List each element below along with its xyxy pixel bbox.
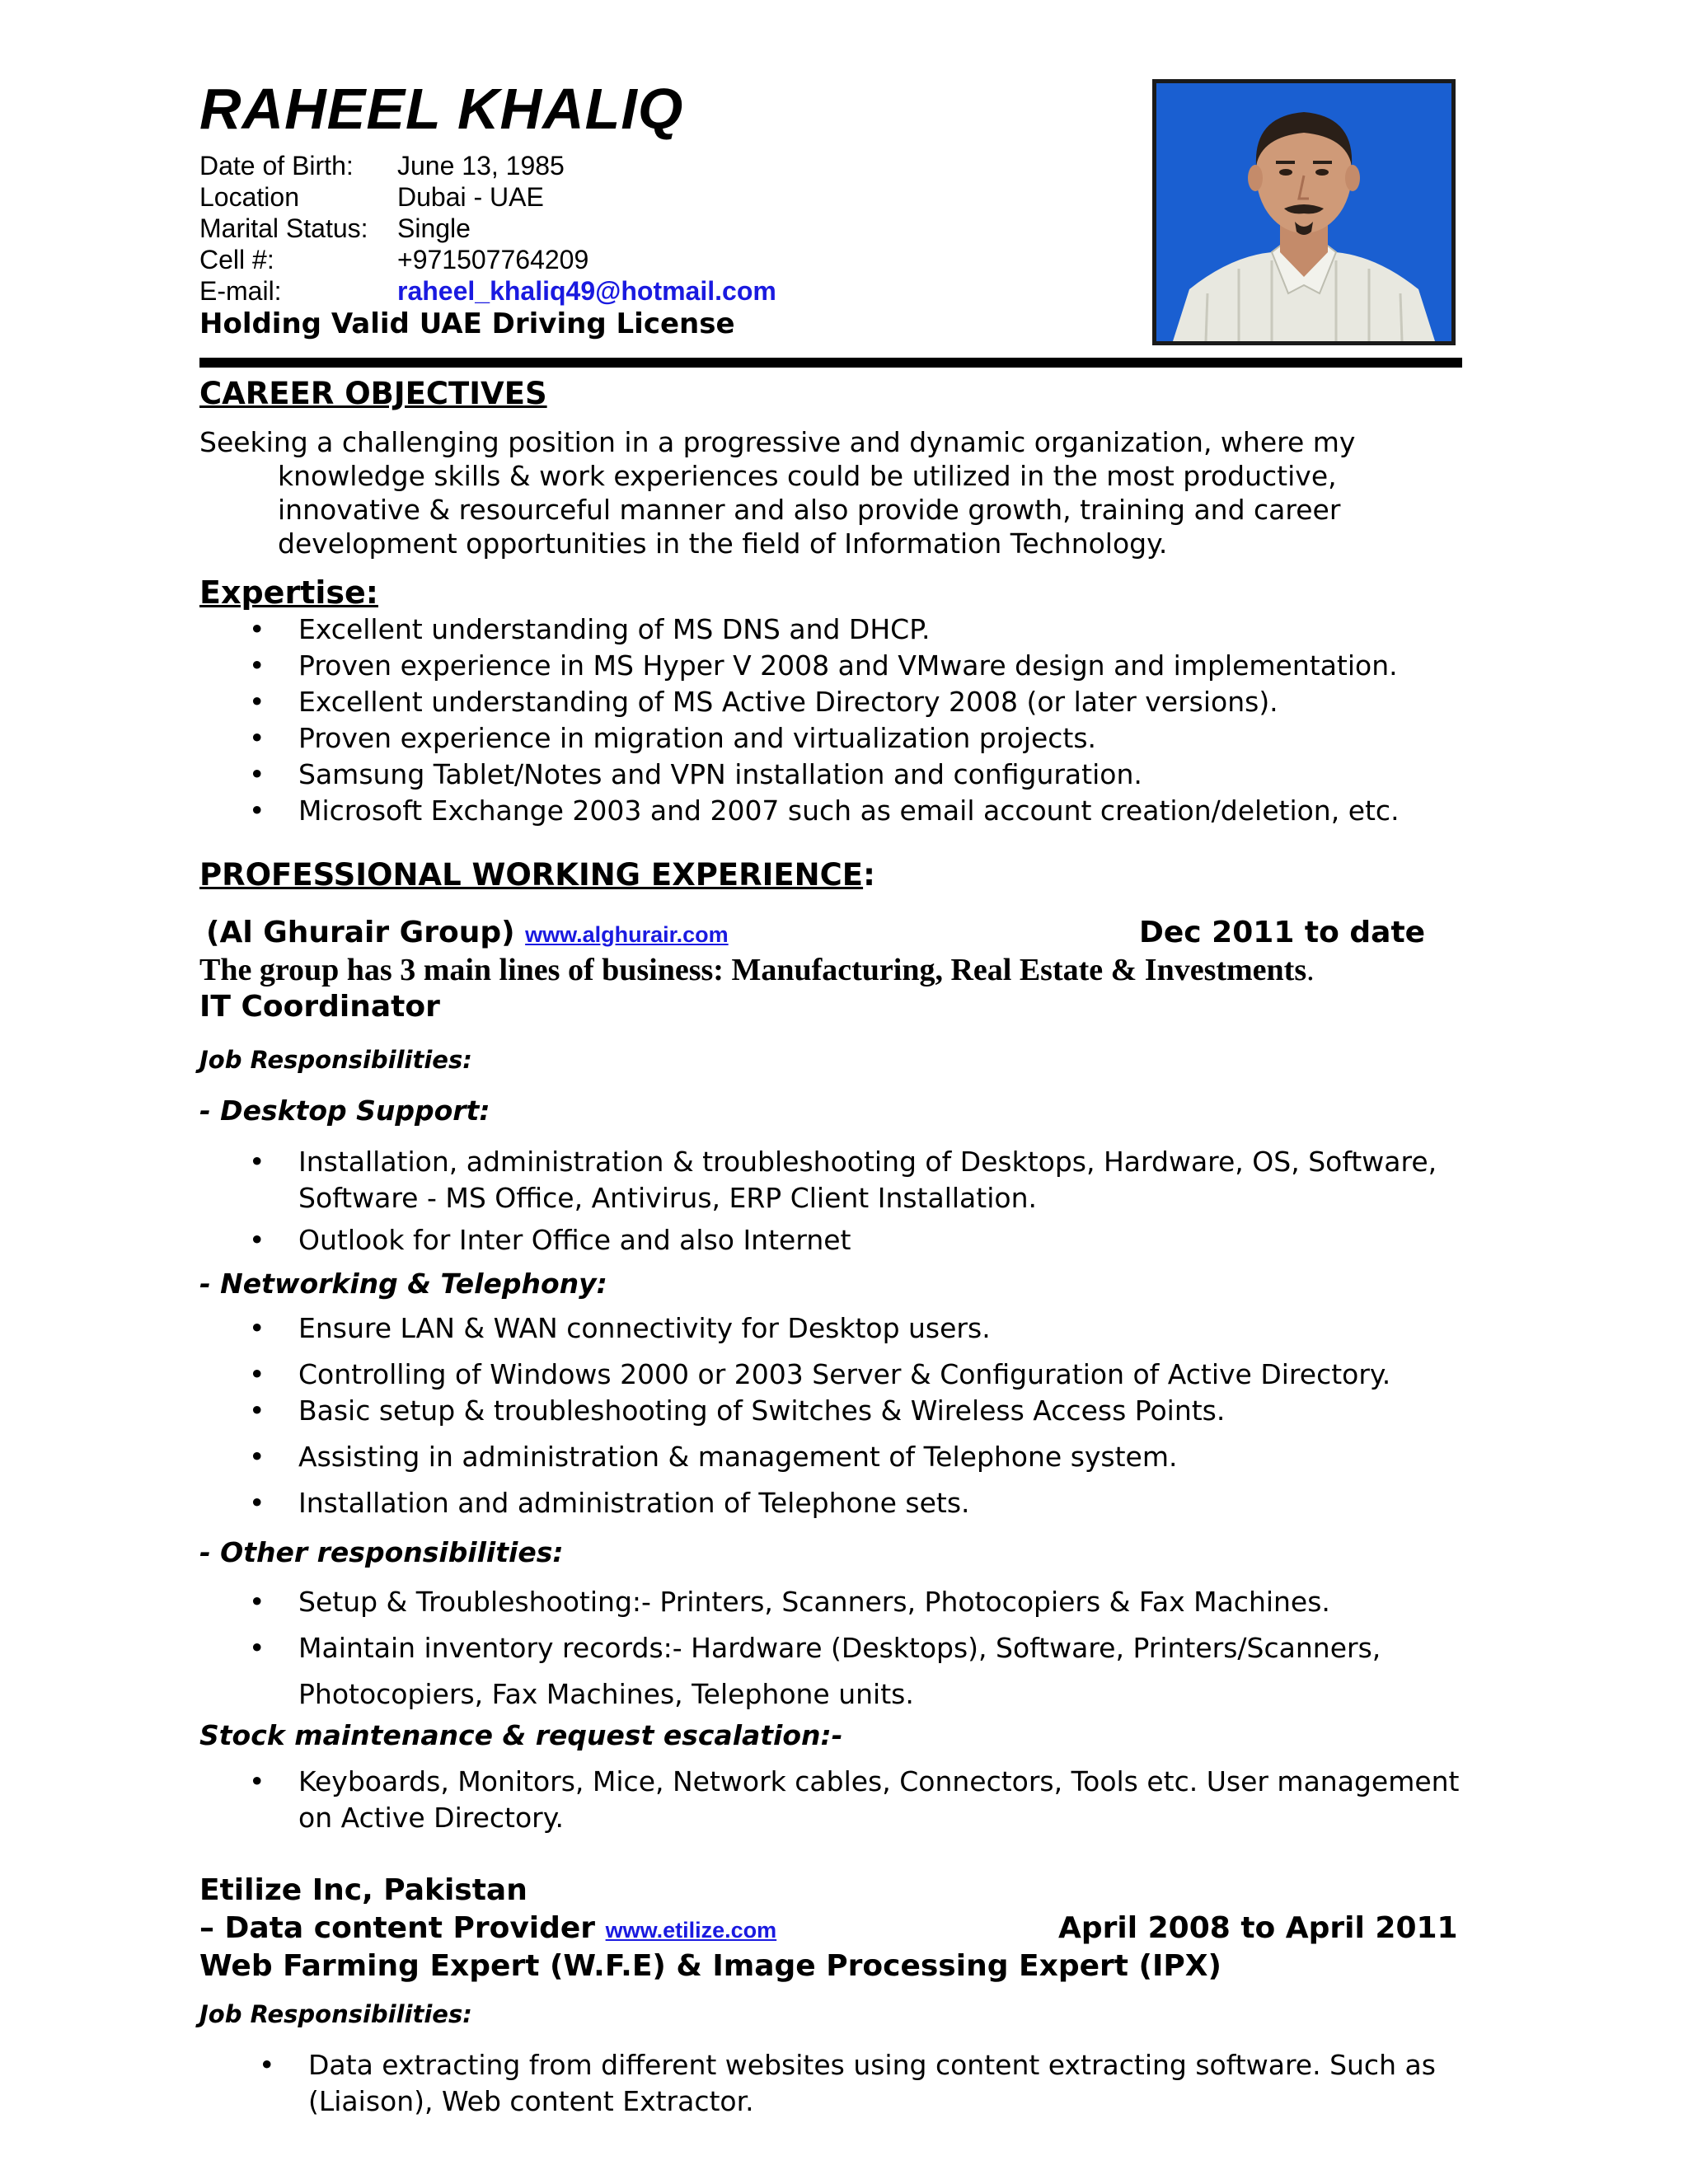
job2-responsibilities-label: Job Responsibilities: xyxy=(199,2000,472,2028)
stock-maintenance-label: Stock maintenance & request escalation:- xyxy=(199,1719,843,1751)
list-item-text: Controlling of Windows 2000 or 2003 Server & Configuration of Active Directory. xyxy=(298,1358,1391,1390)
info-label: Marital Status: xyxy=(199,213,368,243)
bullet-icon: • xyxy=(249,1586,265,1618)
bullet-icon: • xyxy=(249,1146,265,1178)
info-row-cell xyxy=(199,244,588,275)
list-item xyxy=(199,1357,1390,1393)
bullet-icon: • xyxy=(249,1394,265,1427)
job1-description-period: . xyxy=(1306,953,1315,987)
list-item xyxy=(199,793,1400,829)
info-row-location xyxy=(199,181,544,213)
job1-description-text: The group has 3 main lines of business: Manufacturing, Real Estate & Investments xyxy=(199,953,1307,987)
list-item-text: Excellent understanding of MS DNS and DHCP. xyxy=(298,613,931,645)
job2-responsibilities-list xyxy=(209,2047,1436,2120)
list-item-text: Samsung Tablet/Notes and VPN installation and configuration. xyxy=(298,758,1142,790)
desktop-support-list xyxy=(199,1144,1437,1258)
other-responsibilities-list xyxy=(199,1579,1381,1718)
list-item-text-cont: on Active Directory. xyxy=(298,1802,565,1834)
list-item xyxy=(199,1764,1460,1836)
networking-label: - Networking & Telephony: xyxy=(199,1268,607,1300)
list-item xyxy=(199,1222,1437,1258)
list-item xyxy=(209,2047,1436,2120)
list-item xyxy=(199,1485,1390,1521)
job1-company-line xyxy=(206,915,729,953)
list-item-text: Maintain inventory records:- Hardware (Desktops), Software, Printers/Scanners, xyxy=(298,1632,1381,1664)
bullet-icon: • xyxy=(249,794,265,827)
list-item-text: Data extracting from different websites using content extracting software. Such as xyxy=(308,2049,1436,2081)
info-label: Cell #: xyxy=(199,245,274,274)
bullet-icon: • xyxy=(249,758,265,790)
expertise-list xyxy=(199,612,1400,829)
job2-dates: April 2008 to April 2011 xyxy=(1058,1911,1458,1945)
list-item-text: Microsoft Exchange 2003 and 2007 such as email account creation/deletion, etc. xyxy=(298,794,1400,827)
objective-line-4: development opportunities in the field of Information Technology. xyxy=(278,527,1168,560)
list-item-text: Outlook for Inter Office and also Internet xyxy=(298,1224,851,1256)
info-row-marital xyxy=(199,213,471,244)
experience-heading-colon: : xyxy=(863,857,875,893)
info-value: Single xyxy=(397,213,471,243)
expertise-heading: Expertise: xyxy=(199,574,378,611)
email-link[interactable]: raheel_khaliq49@hotmail.com xyxy=(397,276,776,306)
list-item xyxy=(199,720,1400,757)
list-item xyxy=(199,757,1400,793)
job1-title: IT Coordinator xyxy=(199,990,440,1024)
job1-url-link[interactable]: www.alghurair.com xyxy=(525,922,729,947)
objective-line-2: knowledge skills & work experiences could be utilized in the most productive, xyxy=(278,460,1337,492)
bullet-icon: • xyxy=(249,722,265,754)
bullet-icon: • xyxy=(259,2049,275,2081)
bullet-icon: • xyxy=(249,1632,265,1664)
bullet-icon: • xyxy=(249,1441,265,1473)
info-label: Location xyxy=(199,182,299,212)
list-item xyxy=(199,1439,1390,1475)
bullet-icon: • xyxy=(249,1765,265,1797)
info-label: E-mail: xyxy=(199,276,282,306)
list-item-text: Keyboards, Monitors, Mice, Network cables, Connectors, Tools etc. User management xyxy=(298,1765,1460,1797)
list-item xyxy=(199,1579,1381,1625)
list-item xyxy=(199,648,1400,684)
list-item-text: Assisting in administration & management of Telephone system. xyxy=(298,1441,1178,1473)
header-divider xyxy=(199,358,1462,368)
networking-list xyxy=(199,1310,1390,1521)
info-row-email xyxy=(199,275,776,307)
bullet-icon: • xyxy=(249,1312,265,1344)
bullet-icon: • xyxy=(249,1487,265,1519)
objective-line-3: innovative & resourceful manner and also provide growth, training and career xyxy=(278,494,1341,526)
job2-url-link[interactable]: www.etilize.com xyxy=(605,1918,777,1943)
desktop-support-label: - Desktop Support: xyxy=(199,1094,490,1127)
profile-photo xyxy=(1152,79,1456,345)
objective-line-1: Seeking a challenging position in a progressive and dynamic organization, where my xyxy=(199,426,1356,458)
job2-company: Etilize Inc, Pakistan xyxy=(199,1873,528,1907)
list-item xyxy=(199,1393,1390,1429)
list-item xyxy=(199,612,1400,648)
info-value: Dubai - UAE xyxy=(397,182,544,212)
list-item-text: Proven experience in MS Hyper V 2008 and VMware design and implementation. xyxy=(298,649,1398,682)
list-item-text: Installation and administration of Telephone sets. xyxy=(298,1487,970,1519)
list-item xyxy=(199,1144,1437,1216)
experience-heading xyxy=(199,857,875,893)
job2-role: – Data content Provider xyxy=(199,1911,596,1945)
job1-company: (Al Ghurair Group) xyxy=(206,916,515,949)
info-value: June 13, 1985 xyxy=(397,151,565,180)
bullet-icon: • xyxy=(249,1224,265,1256)
bullet-icon: • xyxy=(249,613,265,645)
job1-responsibilities-label: Job Responsibilities: xyxy=(199,1046,472,1074)
list-item-text-cont: (Liaison), Web content Extractor. xyxy=(308,2085,754,2117)
job1-dates: Dec 2011 to date xyxy=(1139,916,1426,949)
list-item-text: Installation, administration & troubleshooting of Desktops, Hardware, OS, Software, xyxy=(298,1146,1437,1178)
bullet-icon: • xyxy=(249,649,265,682)
list-item-text: Proven experience in migration and virtualization projects. xyxy=(298,722,1097,754)
list-item-text-cont: Software - MS Office, Antivirus, ERP Client Installation. xyxy=(298,1182,1037,1214)
stock-maintenance-list xyxy=(199,1764,1460,1836)
driving-license: Holding Valid UAE Driving License xyxy=(199,307,735,340)
list-item-text: Setup & Troubleshooting:- Printers, Scanners, Photocopiers & Fax Machines. xyxy=(298,1586,1330,1618)
list-item xyxy=(199,1625,1381,1718)
list-item xyxy=(199,684,1400,720)
bullet-icon: • xyxy=(249,686,265,718)
person-portrait-icon xyxy=(1156,83,1451,341)
job2-role-line xyxy=(199,1910,776,1948)
candidate-name: RAHEEL KHALIQ xyxy=(199,77,684,141)
other-responsibilities-label: - Other responsibilities: xyxy=(199,1536,564,1568)
career-objectives-heading: CAREER OBJECTIVES xyxy=(199,376,547,411)
info-label: Date of Birth: xyxy=(199,151,354,180)
bullet-icon: • xyxy=(249,1358,265,1390)
list-item-text: Basic setup & troubleshooting of Switches & Wireless Access Points. xyxy=(298,1394,1226,1427)
job1-description xyxy=(199,951,1315,989)
experience-heading-text: PROFESSIONAL WORKING EXPERIENCE xyxy=(199,857,864,893)
list-item-text: Excellent understanding of MS Active Directory 2008 (or later versions). xyxy=(298,686,1278,718)
list-item-text: Ensure LAN & WAN connectivity for Desktop users. xyxy=(298,1312,991,1344)
job2-title: Web Farming Expert (W.F.E) & Image Processing Expert (IPX) xyxy=(199,1949,1221,1983)
info-value: +971507764209 xyxy=(397,245,589,274)
info-row-dob xyxy=(199,150,565,181)
list-item-text-cont: Photocopiers, Fax Machines, Telephone units. xyxy=(298,1678,914,1710)
list-item xyxy=(199,1310,1390,1347)
